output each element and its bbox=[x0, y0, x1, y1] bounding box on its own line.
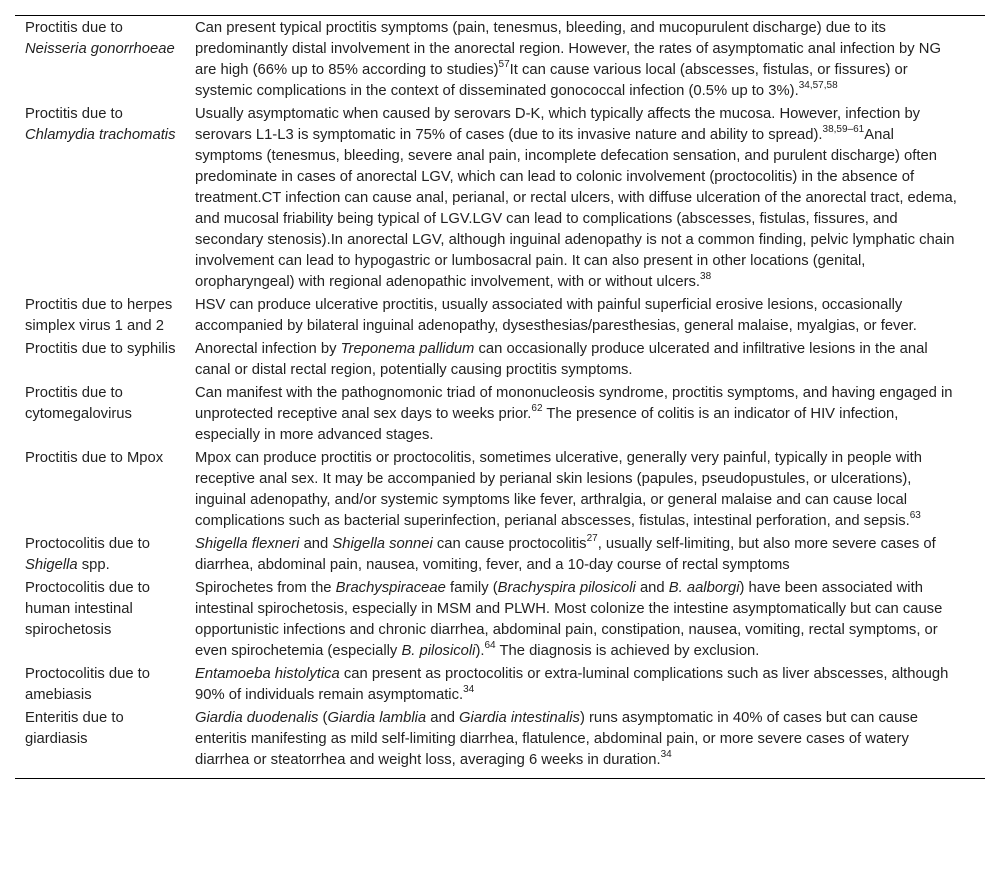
reference-superscript: 38 bbox=[700, 271, 712, 283]
text-segment: Can manifest with the pathognomonic triad of mononucleosis syndrome, proctitis symptoms, and having engaged in unprotected receptive anal sex days to weeks prior. bbox=[195, 385, 953, 422]
text-segment: Proctitis due to Mpox bbox=[25, 450, 164, 466]
table-row bbox=[15, 707, 985, 772]
text-segment: ( bbox=[318, 710, 328, 726]
text-segment: and bbox=[635, 580, 669, 596]
table-row bbox=[15, 16, 985, 103]
table-row bbox=[15, 447, 985, 533]
text-segment: and bbox=[299, 536, 333, 552]
italic-term: Giardia lamblia bbox=[327, 710, 427, 726]
condition-cell bbox=[15, 577, 195, 663]
clinical-table bbox=[15, 16, 985, 772]
text-segment: Proctitis due to bbox=[25, 20, 123, 36]
text-segment: Can present typical proctitis symptoms (pain, tenesmus, bleeding, and mucopurulent discharge) due to its predominantly distal involvement in the anorectal region. However, the rates of asymptomatic anal infection by NG are high (66% up to 85% according to studies) bbox=[195, 20, 941, 78]
description-cell bbox=[195, 707, 985, 772]
condition-cell bbox=[15, 16, 195, 103]
italic-term: Giardia intestinalis bbox=[459, 710, 580, 726]
text-segment: Proctocolitis due to amebiasis bbox=[25, 666, 151, 703]
italic-term: Shigella sonnei bbox=[332, 536, 433, 552]
table-row bbox=[15, 103, 985, 294]
table-row bbox=[15, 533, 985, 577]
table-row bbox=[15, 338, 985, 382]
text-segment: Spirochetes from the bbox=[195, 580, 336, 596]
condition-cell bbox=[15, 294, 195, 338]
italic-term: Giardia duodenalis bbox=[195, 710, 319, 726]
description-cell bbox=[195, 294, 985, 338]
reference-superscript: 57 bbox=[498, 59, 510, 71]
text-segment: can occasionally produce ulcerated and infiltrative lesions in the anal canal or distal rectal region, potentially causing proctitis symptoms. bbox=[195, 341, 928, 378]
description-cell bbox=[195, 382, 985, 447]
description-cell bbox=[195, 338, 985, 382]
text-segment: spp. bbox=[77, 557, 110, 573]
table-row bbox=[15, 382, 985, 447]
text-segment: Anal symptoms (tenesmus, bleeding, severe anal pain, incomplete defecation sensation, and purulent discharge) often predominate in cases of anorectal LGV, which can lead to colonic involvement (proctocolitis) in the absence of treatment.CT infection can cause anal, perianal, or rectal ulcers, with diffuse ulceration of the anorectal tract, edema, and mucosal friability being typical of LGV.LGV can lead to complications (abscesses, fistulas, fissures, and secondary stenosis).In anorectal LGV, although inguinal adenopathy is not a common finding, pelvic lymphatic chain involvement can lead to hypogastric or lumbosacral pain. It can also present in other locations (genital, oropharyngeal) with regional adenopathic involvement, with or without ulcers. bbox=[195, 127, 957, 290]
text-segment: Proctocolitis due to human intestinal spirochetosis bbox=[25, 580, 151, 638]
description-cell bbox=[195, 447, 985, 533]
text-segment: Proctitis due to cytomegalovirus bbox=[25, 385, 132, 422]
italic-term: B. aalborgi bbox=[668, 580, 740, 596]
table-container bbox=[15, 15, 985, 779]
condition-cell bbox=[15, 103, 195, 294]
text-segment: Usually asymptomatic when caused by serovars D-K, which typically affects the mucosa. However, infection by serovars L1-L3 is symptomatic in 75% of cases (due to its invasive nature and ability to spread). bbox=[195, 106, 921, 143]
italic-term: B. pilosicoli bbox=[401, 643, 476, 659]
text-segment: HSV can produce ulcerative proctitis, usually associated with painful superficial erosive lesions, occasionally accompanied by bilateral inguinal adenopathy, dysesthesias/paresthesias, general malaise, myalgias, or fever. bbox=[195, 297, 917, 334]
text-segment: can cause proctocolitis bbox=[432, 536, 587, 552]
text-segment: , usually self-limiting, but also more severe cases of diarrhea, abdominal pain, nausea, vomiting, fever, and a 10-day course of rectal symptoms bbox=[195, 536, 936, 573]
condition-cell bbox=[15, 382, 195, 447]
condition-cell bbox=[15, 533, 195, 577]
text-segment: and bbox=[426, 710, 460, 726]
reference-superscript: 62 bbox=[531, 403, 543, 415]
text-segment: The presence of colitis is an indicator of HIV infection, especially in more advanced stages. bbox=[195, 406, 899, 443]
reference-superscript: 27 bbox=[586, 533, 598, 545]
reference-superscript: 34 bbox=[660, 749, 672, 761]
reference-superscript: 63 bbox=[909, 510, 921, 522]
description-cell bbox=[195, 16, 985, 103]
reference-superscript: 34,57,58 bbox=[798, 80, 838, 92]
reference-superscript: 34 bbox=[463, 684, 475, 696]
italic-term: Treponema pallidum bbox=[340, 341, 475, 357]
description-cell bbox=[195, 663, 985, 707]
description-cell bbox=[195, 577, 985, 663]
text-segment: Proctitis due to bbox=[25, 106, 123, 122]
italic-term: Chlamydia trachomatis bbox=[25, 127, 176, 143]
italic-term: Brachyspiraceae bbox=[335, 580, 446, 596]
italic-term: Shigella flexneri bbox=[195, 536, 300, 552]
italic-term: Entamoeba histolytica bbox=[195, 666, 340, 682]
text-segment: Anorectal infection by bbox=[195, 341, 341, 357]
reference-superscript: 38,59–61 bbox=[822, 124, 865, 136]
italic-term: Neisseria gonorrhoeae bbox=[25, 41, 175, 57]
reference-superscript: 64 bbox=[484, 640, 496, 652]
condition-cell bbox=[15, 707, 195, 772]
text-segment: Mpox can produce proctitis or proctocolitis, sometimes ulcerative, generally very painful, typically in people with receptive anal sex. It may be accompanied by perianal skin lesions (papules, pseudopustules, or ulcerations), inguinal adenopathy, and/or systemic symptoms like fever, arthralgia, or general malaise and can cause local complications such as bacterial superinfection, perianal abscesses, fistulas, intestinal perforation, and sepsis. bbox=[195, 450, 923, 529]
description-cell bbox=[195, 103, 985, 294]
text-segment: ) have been associated with intestinal spirochetosis, especially in MSM and PLWH. Most colonize the intestine asymptomatically but can cause opportunistic infections and chronic diarrhea, abdominal pain, constipation, nausea, vomiting, rectal symptoms, or even spirochetemia (especially bbox=[195, 580, 943, 659]
text-segment: Proctocolitis due to bbox=[25, 536, 151, 552]
condition-cell bbox=[15, 663, 195, 707]
text-segment: It can cause various local (abscesses, fistulas, or fissures) or systemic complications in the context of disseminated gonococcal infection (0.5% up to 3%). bbox=[195, 62, 908, 99]
italic-term: Shigella bbox=[25, 557, 78, 573]
condition-cell bbox=[15, 338, 195, 382]
text-segment: The diagnosis is achieved by exclusion. bbox=[495, 643, 760, 659]
table-body bbox=[15, 16, 985, 772]
table-row bbox=[15, 294, 985, 338]
text-segment: family ( bbox=[445, 580, 498, 596]
table-row bbox=[15, 663, 985, 707]
text-segment: Enteritis due to giardiasis bbox=[25, 710, 124, 747]
text-segment: ) runs asymptomatic in 40% of cases but can cause enteritis manifesting as mild self-limiting diarrhea, flatulence, abdominal pain, or more severe cases of watery diarrhea or steatorrhea and weight loss, averaging 6 weeks in duration. bbox=[195, 710, 918, 768]
text-segment: Proctitis due to herpes simplex virus 1 and 2 bbox=[25, 297, 173, 334]
text-segment: Proctitis due to syphilis bbox=[25, 341, 176, 357]
bottom-rule bbox=[15, 778, 985, 779]
italic-term: Brachyspira pilosicoli bbox=[497, 580, 636, 596]
text-segment: can present as proctocolitis or extra-luminal complications such as liver abscesses, although 90% of individuals remain asymptomatic. bbox=[195, 666, 949, 703]
table-row bbox=[15, 577, 985, 663]
condition-cell bbox=[15, 447, 195, 533]
description-cell bbox=[195, 533, 985, 577]
text-segment: ). bbox=[475, 643, 485, 659]
